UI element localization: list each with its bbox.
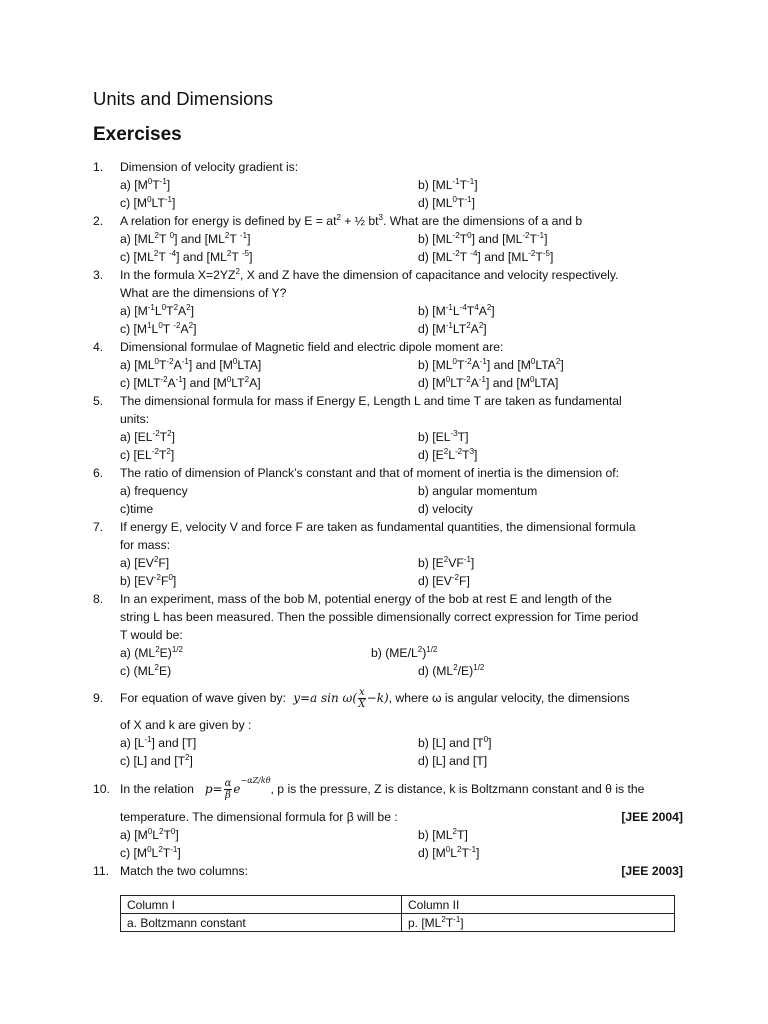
question-number: 10. bbox=[93, 782, 110, 796]
question-4 bbox=[93, 338, 683, 392]
exam-tag: [JEE 2004] bbox=[621, 810, 683, 824]
option-a: a) $[M^0L^2T^0]$ bbox=[120, 826, 179, 842]
option-c: c) $[MLT^{-2}A^{-1}]$ and $[M^0LT^2A]$ bbox=[120, 374, 261, 390]
question-text-cont: temperature. The dimensional formula for β will be : bbox=[120, 810, 398, 824]
option-a: a) [$ML^2T$ $^0$] and [$ML^2T$ $^{-1}$] bbox=[120, 230, 251, 246]
option-b: b) $[ML^{-1}T^{-1}]$ bbox=[418, 176, 478, 192]
question-text: Dimensional formulae of Magnetic field and electric dipole moment are: bbox=[120, 340, 504, 354]
pressure-equation: p= $\frac{\alpha}{\beta}$ $e^{-\alpha Z/k\theta}$ bbox=[197, 775, 271, 801]
question-text-cont: units: bbox=[120, 412, 150, 426]
question-number: 3. bbox=[93, 268, 104, 282]
options bbox=[120, 554, 683, 590]
question-10 bbox=[93, 770, 683, 862]
option-c: c)time bbox=[120, 502, 154, 516]
question-number: 11. bbox=[93, 864, 110, 878]
table-row bbox=[121, 914, 675, 932]
question-11 bbox=[93, 862, 683, 880]
question-list bbox=[93, 158, 683, 880]
question-text-cont: T would be: bbox=[120, 628, 183, 642]
option-b: b) $[M^{-1}L^{-4}T^4A^2]$ bbox=[418, 302, 495, 318]
question-number: 5. bbox=[93, 394, 104, 408]
table-cell: p. $[ML^2T^{-1}]$ bbox=[402, 914, 675, 932]
question-number: 9. bbox=[93, 691, 104, 705]
option-c: c) [L] and $[T^2]$ bbox=[120, 752, 193, 768]
option-a: a) $[M^{-1}L^0T^2A^2]$ bbox=[120, 302, 195, 318]
question-text-cont: for mass: bbox=[120, 538, 171, 552]
options bbox=[120, 302, 683, 338]
option-b: b) $[E^2VF^{-1}]$ bbox=[418, 554, 475, 570]
question-text: For equation of wave given by: y=a sin ω( $\frac{x}{X}$ −k), where ω is angular velocity, the dimensions bbox=[120, 686, 630, 710]
options bbox=[120, 734, 683, 770]
option-b: b) [L] and $[T^0]$ bbox=[418, 734, 492, 750]
option-b: b) $[EL^{-3}T]$ bbox=[418, 428, 469, 444]
question-5 bbox=[93, 392, 683, 464]
table-header: Column II bbox=[402, 896, 675, 914]
document-title: Units and Dimensions bbox=[93, 88, 273, 109]
question-text-cont: string L has been measured. Then the possible dimensionally correct expression for Time period bbox=[120, 610, 639, 624]
option-b: b) angular momentum bbox=[418, 484, 538, 498]
option-c: c) $[M^0LT^{-1}]$ bbox=[120, 194, 176, 210]
options bbox=[120, 356, 683, 392]
question-7 bbox=[93, 518, 683, 590]
question-number: 6. bbox=[93, 466, 104, 480]
option-d: d) $(ML^2/E)^{1/2}$ bbox=[418, 662, 485, 678]
option-c: c) $(ML^2E)$ bbox=[120, 662, 172, 678]
question-number: 7. bbox=[93, 520, 104, 534]
options bbox=[120, 662, 683, 680]
option-b: b) $[ML^2T]$ bbox=[418, 826, 468, 842]
table-header: Column I bbox=[121, 896, 402, 914]
question-text: In the formula $X=2YZ^2$, X and Z have the dimension of capacitance and velocity respectively. bbox=[120, 266, 619, 282]
exam-tag: [JEE 2003] bbox=[621, 864, 683, 878]
question-3 bbox=[93, 266, 683, 338]
option-a: a) $[M^0T^{-1}]$ bbox=[120, 176, 171, 192]
option-d: d) $[E^2L^{-2}T^3]$ bbox=[418, 446, 478, 462]
option-b: b) $[ML^0T^{-2}A^{-1}]$ and $[M^0LTA^2]$ bbox=[418, 356, 564, 372]
option-d: d) $[M^0LT^{-2}A^{-1}]$ and $[M^0LTA]$ bbox=[418, 374, 559, 390]
question-number: 8. bbox=[93, 592, 104, 606]
question-text: The dimensional formula for mass if Energy E, Length L and time T are taken as fundamental bbox=[120, 394, 622, 408]
option-d: d) [L] and [T] bbox=[418, 754, 488, 768]
option-c: c) $[M^0L^2T^{-1}]$ bbox=[120, 844, 181, 860]
option-c: b) $[EV^{-2}F^0]$ bbox=[120, 572, 177, 588]
option-d: d) $[EV^{-2}F]$ bbox=[418, 572, 470, 588]
option-a: a) $[EL^{-2}T^2]$ bbox=[120, 428, 175, 444]
options bbox=[120, 482, 683, 518]
options bbox=[120, 176, 683, 212]
option-a: a) $[EV^2F]$ bbox=[120, 554, 170, 570]
table-header-row bbox=[121, 896, 675, 914]
option-b: b) $[ML^{-2}T^0]$ and $[ML^{-2}T^{-1}]$ bbox=[418, 230, 548, 246]
section-heading: Exercises bbox=[93, 124, 182, 145]
options bbox=[120, 644, 683, 662]
question-number: 2. bbox=[93, 214, 104, 228]
option-a: a) $[L^{-1}]$ and [T] bbox=[120, 734, 197, 750]
option-c: c) $[EL^{-2}T^2]$ bbox=[120, 446, 175, 462]
question-9 bbox=[93, 680, 683, 770]
question-8 bbox=[93, 590, 683, 680]
question-text: A relation for energy is defined by $E = at^2$ + ½ $bt^3$. What are the dimensions of a and b bbox=[120, 212, 583, 228]
question-number: 1. bbox=[93, 160, 104, 174]
option-d: d) velocity bbox=[418, 502, 473, 516]
question-6 bbox=[93, 464, 683, 518]
options bbox=[120, 230, 683, 266]
question-text-cont: of X and k are given by : bbox=[120, 718, 252, 732]
match-columns-table bbox=[120, 895, 675, 932]
option-b: b) $(ME/L^2)^{1/2}$ bbox=[371, 644, 438, 660]
question-number: 4. bbox=[93, 340, 104, 354]
option-a: a) frequency bbox=[120, 484, 188, 498]
option-d: d) $[M^0L^2T^{-1}]$ bbox=[418, 844, 480, 860]
wave-equation: y=a sin ω( $\frac{x}{X}$ −k) bbox=[289, 686, 389, 710]
question-text: In an experiment, mass of the bob M, potential energy of the bob at rest E and length of the bbox=[120, 592, 612, 606]
option-c: c) [$M^1L^0T$ $^{-2}A^2$] bbox=[120, 320, 197, 336]
table-cell: a. Boltzmann constant bbox=[121, 914, 402, 932]
question-text: If energy E, velocity V and force F are taken as fundamental quantities, the dimensional formula bbox=[120, 520, 636, 534]
option-d: d) $[M^{-1}LT^2A^2]$ bbox=[418, 320, 487, 336]
options bbox=[120, 826, 683, 862]
option-d: d) [$ML^{-2}T$ $^{-4}$] and $[ML^{-2}T^{-5}]$ bbox=[418, 248, 554, 264]
option-a: a) $(ML^2E)^{1/2}$ bbox=[120, 644, 183, 660]
question-text: Match the two columns: bbox=[120, 864, 249, 878]
option-c: c) [$ML^2T$ $^{-4}$] and [$ML^2T$ $^{-5}$] bbox=[120, 248, 253, 264]
options bbox=[120, 428, 683, 464]
question-1 bbox=[93, 158, 683, 212]
question-text: Dimension of velocity gradient is: bbox=[120, 160, 299, 174]
question-text: The ratio of dimension of Planck’s constant and that of moment of inertia is the dimension of: bbox=[120, 466, 620, 480]
question-2 bbox=[93, 212, 683, 266]
option-d: d) $[ML^0T^{-1}]$ bbox=[418, 194, 475, 210]
question-text: In the relation p= $\frac{\alpha}{\beta}$ $e^{-\alpha Z/k\theta}$, p is the pressure, Z is distance, k is Boltzmann constant and θ is the bbox=[120, 775, 645, 801]
question-text-cont: What are the dimensions of Y? bbox=[120, 286, 287, 300]
option-a: a) $[ML^0T^{-2}A^{-1}]$ and $[M^0LTA]$ bbox=[120, 356, 262, 372]
